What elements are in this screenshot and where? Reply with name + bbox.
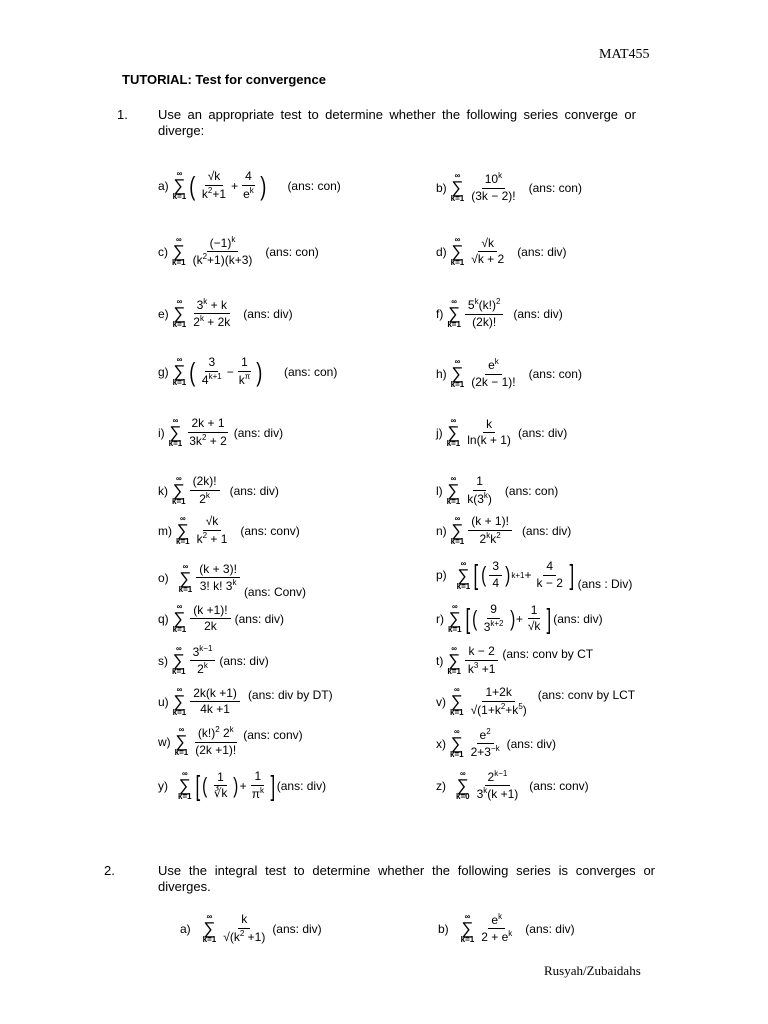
- problem-s: [158, 645, 269, 676]
- sum-symbol: ∞ ∑ k=1: [172, 297, 187, 330]
- problem-label: t): [436, 653, 444, 668]
- sum-symbol: ∞ ∑ k=1: [450, 685, 464, 717]
- answer: (ans: conv): [240, 523, 300, 538]
- problem-label: c): [158, 244, 168, 259]
- sum-symbol: ∞ ∑ k=1: [450, 235, 465, 267]
- problem-x: [436, 728, 556, 759]
- problem-f: [436, 298, 563, 329]
- problem-label: o): [158, 571, 169, 585]
- sum-symbol: ∞ ∑ k=1: [172, 685, 187, 717]
- sum-symbol: ∞ ∑ k=1: [456, 558, 471, 591]
- problem-q: [158, 603, 284, 634]
- problem-e: [158, 298, 293, 329]
- sum-symbol: ∞ ∑ k=1: [446, 416, 461, 448]
- fraction: $\frac{e^k}{(2k - 1)!}$: [471, 357, 516, 389]
- sum-symbol: ∞ ∑ k=1: [446, 474, 461, 506]
- fraction: $\frac{√k}{k^2+1}$: [201, 169, 227, 201]
- answer: (ans: conv): [243, 727, 303, 742]
- sum-symbol: ∞ ∑ k=1: [447, 297, 461, 329]
- problem-m: [158, 515, 300, 546]
- problem-w: [158, 726, 303, 757]
- footer-authors: Rusyah/Zubaidahs: [544, 963, 641, 978]
- problem-label: s): [158, 653, 168, 668]
- fraction: $\frac{2k(k +1)}{4k +1}$: [190, 687, 240, 716]
- sum-symbol: ∞ ∑ k=1: [448, 602, 462, 634]
- fraction: $\frac{1}{\pi^k}$: [251, 769, 264, 801]
- problem-label: y): [158, 778, 168, 793]
- question-2-number: 2.: [104, 863, 115, 878]
- answer: (ans: conv by LCT: [537, 687, 636, 702]
- answer: (ans: con): [528, 180, 582, 195]
- answer: (ans: div): [517, 244, 567, 259]
- problem-i: [158, 417, 283, 448]
- fraction: $\frac{4}{k - 2}$: [536, 559, 563, 590]
- problem-label: a): [180, 921, 191, 936]
- answer: (ans: div): [521, 523, 572, 538]
- sum-symbol: ∞ ∑ k=0: [456, 769, 470, 802]
- question-2-text: Use the integral test to determine whether the following series is converges or diverges.: [158, 863, 655, 894]
- problem-g: g) ∞ ∑ k=1 ( $\frac{3}{4^{k+1}}$ − $\frac{1}{k^\pi}$ ) (ans: con): [158, 355, 338, 387]
- problem-label: p): [436, 568, 447, 582]
- sum-symbol: ∞ ∑ k=1: [178, 769, 192, 801]
- answer: (ans: con): [265, 244, 319, 259]
- sum-symbol: ∞ ∑ k=1: [176, 514, 190, 546]
- problem-a: a) ∞ ∑ k=1 ( $\frac{√k}{k^2+1}$ + $\frac{4}{e^k}$ ) (ans: con): [158, 169, 341, 201]
- problem-c: [158, 236, 319, 267]
- problem-d: [436, 236, 567, 267]
- sum-symbol: ∞ ∑ k=1: [174, 725, 189, 757]
- sum-symbol: ∞ ∑ k=1: [450, 357, 465, 389]
- fraction: $\frac{5^k(k!)^2}{(2k)!}$: [465, 298, 503, 328]
- fraction: $\frac{k - 2}{k^3 +1}$: [465, 645, 498, 675]
- fraction: $\frac{(2k)!}{2^k}$: [190, 475, 220, 505]
- answer: (ans: div): [233, 425, 284, 440]
- problem-label: m): [158, 523, 172, 538]
- fraction: $\frac{(k + 3)!}{3! k! 3^k}$: [196, 563, 240, 593]
- answer: (ans: conv by CT: [502, 646, 594, 661]
- fraction: $\frac{e^2}{2+3^{-k}}$: [470, 727, 500, 760]
- problem-2a: [180, 913, 322, 944]
- fraction: $\frac{4}{e^k}$: [243, 169, 254, 201]
- answer: (ans: div): [272, 921, 322, 936]
- fraction: $\frac{1}{∛k}$: [213, 769, 228, 800]
- fraction: $\frac{1+2k}{√(1+k^2+k^5)}$: [470, 685, 527, 717]
- course-code: MAT455: [599, 47, 650, 62]
- fraction: $\frac{(-1)^k}{(k^2+1)(k+3)}$: [192, 235, 253, 268]
- question-1-number: 1.: [117, 107, 128, 122]
- answer: (ans: div): [513, 306, 563, 321]
- sum-symbol: ∞ ∑ k=1: [447, 644, 461, 676]
- problem-y: y) ∞ ∑ k=1 [ ( $\frac{1}{∛k}$ ) + $\frac{1}{\pi^k}$ ] (ans: div): [158, 769, 327, 801]
- problem-label: d): [436, 244, 447, 259]
- fraction: $\frac{3}{4}$: [489, 560, 502, 589]
- problem-label: j): [436, 425, 443, 440]
- answer: (ans: div): [243, 306, 293, 321]
- answer: (ans: div): [234, 611, 284, 626]
- problem-label: b): [438, 921, 449, 936]
- sum-symbol: ∞ ∑ k=1: [172, 235, 186, 268]
- sum-symbol: ∞ ∑ k=1: [172, 355, 187, 387]
- fraction: $\frac{3^k + k}{2^k + 2k}$: [193, 297, 231, 330]
- fraction: $\frac{2^{k-1}}{3^k(k +1)}$: [476, 769, 519, 802]
- problem-o: [158, 557, 306, 599]
- problem-label: w): [158, 734, 171, 749]
- answer: (ans: Conv): [243, 585, 306, 599]
- sum-symbol: ∞ ∑ k=1: [168, 416, 183, 448]
- problem-u: [158, 686, 333, 717]
- sum-symbol: ∞ ∑ k=1: [460, 912, 475, 945]
- problem-label: a): [158, 178, 169, 193]
- sum-symbol: ∞ ∑ k=1: [450, 514, 465, 546]
- answer: (ans: con): [528, 366, 582, 381]
- answer: (ans: con): [504, 483, 559, 498]
- sum-symbol: ∞ ∑ k=1: [450, 171, 465, 203]
- answer: (ans : Div): [577, 577, 633, 591]
- answer: (ans: div by DT): [247, 687, 333, 702]
- problem-n: [436, 515, 571, 546]
- problem-t: [436, 645, 593, 676]
- answer: (ans: div): [517, 425, 568, 440]
- problem-label: n): [436, 523, 447, 538]
- problem-p: p) ∞ ∑ k=1 [ ( $\frac{3}{4}$ ) k+1 + $\frac{4}{k - 2}$ ] (ans : Div): [436, 558, 633, 591]
- answer: (ans: div): [276, 778, 327, 793]
- question-1-text: Use an appropriate test to determine whether the following series converge or diverge:: [158, 107, 636, 138]
- sum-symbol: ∞ ∑ k=1: [202, 912, 217, 944]
- answer: (ans: conv): [529, 778, 589, 793]
- fraction: $\frac{2k + 1}{3k^2 + 2}$: [189, 416, 227, 448]
- problem-k: [158, 475, 279, 506]
- answer: (ans: div): [525, 921, 575, 936]
- problem-label: v): [436, 694, 446, 709]
- problem-label: k): [158, 483, 168, 498]
- answer: (ans: div): [229, 483, 279, 498]
- fraction: $\frac{k}{\ln(k + 1)}$: [467, 416, 511, 447]
- fraction: $\frac{√k}{√k + 2}$: [471, 235, 505, 266]
- fraction: $\frac{1}{k^\pi}$: [238, 355, 251, 387]
- sum-symbol: ∞ ∑ k=1: [450, 727, 464, 760]
- fraction: $\frac{9}{3^{k+2}}$: [483, 602, 504, 634]
- fraction: $\frac{3^{k-1}}{2^k}$: [190, 645, 216, 676]
- problem-z: [436, 770, 589, 801]
- problem-2b: [438, 913, 575, 944]
- fraction: $\frac{(k!)^2 2^k}{(2k +1)!}$: [195, 725, 237, 757]
- sum-symbol: ∞ ∑ k=1: [172, 474, 186, 506]
- problem-label: q): [158, 611, 169, 626]
- answer: (ans: con): [283, 364, 338, 379]
- problem-label: z): [436, 778, 446, 793]
- problem-label: r): [436, 611, 444, 626]
- problem-label: x): [436, 736, 446, 751]
- fraction: $\frac{1}{k(3^k)}$: [467, 474, 492, 506]
- problem-label: h): [436, 366, 447, 381]
- answer: (ans: div): [506, 736, 556, 751]
- fraction: $\frac{(k + 1)!}{2^kk^2}$: [468, 515, 512, 545]
- page-title: TUTORIAL: Test for convergence: [122, 72, 326, 87]
- problem-label: l): [436, 483, 443, 498]
- problem-v: [436, 686, 635, 717]
- fraction: $\frac{10^k}{(3k - 2)!}$: [471, 171, 516, 203]
- problem-label: e): [158, 306, 169, 321]
- problem-r: r) ∞ ∑ k=1 [ ( $\frac{9}{3^{k+2}}$ ) + $\frac{1}{√k}$ ] (ans: div): [436, 602, 603, 634]
- problem-label: i): [158, 425, 165, 440]
- sum-symbol: ∞ ∑ k=1: [172, 169, 187, 201]
- fraction: $\frac{1}{√k}$: [527, 602, 541, 633]
- problem-h: [436, 358, 582, 389]
- sum-symbol: ∞ ∑ k=1: [172, 644, 186, 677]
- problem-l: [436, 475, 558, 506]
- fraction: $\frac{k}{√(k^2 +1)}$: [223, 912, 266, 944]
- problem-label: u): [158, 694, 169, 709]
- sum-symbol: ∞ ∑ k=1: [178, 561, 193, 594]
- fraction: $\frac{e^k}{2 + e^k}$: [481, 912, 513, 945]
- fraction: $\frac{3}{4^{k+1}}$: [201, 355, 222, 387]
- problem-label: f): [436, 306, 444, 321]
- fraction: $\frac{(k +1)!}{2k}$: [190, 604, 230, 633]
- problem-label: g): [158, 364, 169, 379]
- problem-label: b): [436, 180, 447, 195]
- answer: (ans: div): [219, 653, 269, 668]
- sum-symbol: ∞ ∑ k=1: [172, 602, 187, 634]
- problem-b: [436, 172, 582, 203]
- answer: (ans: con): [287, 178, 341, 193]
- fraction: $\frac{√k}{k^2 + 1}$: [196, 514, 228, 546]
- answer: (ans: div): [553, 611, 603, 626]
- problem-j: [436, 417, 567, 448]
